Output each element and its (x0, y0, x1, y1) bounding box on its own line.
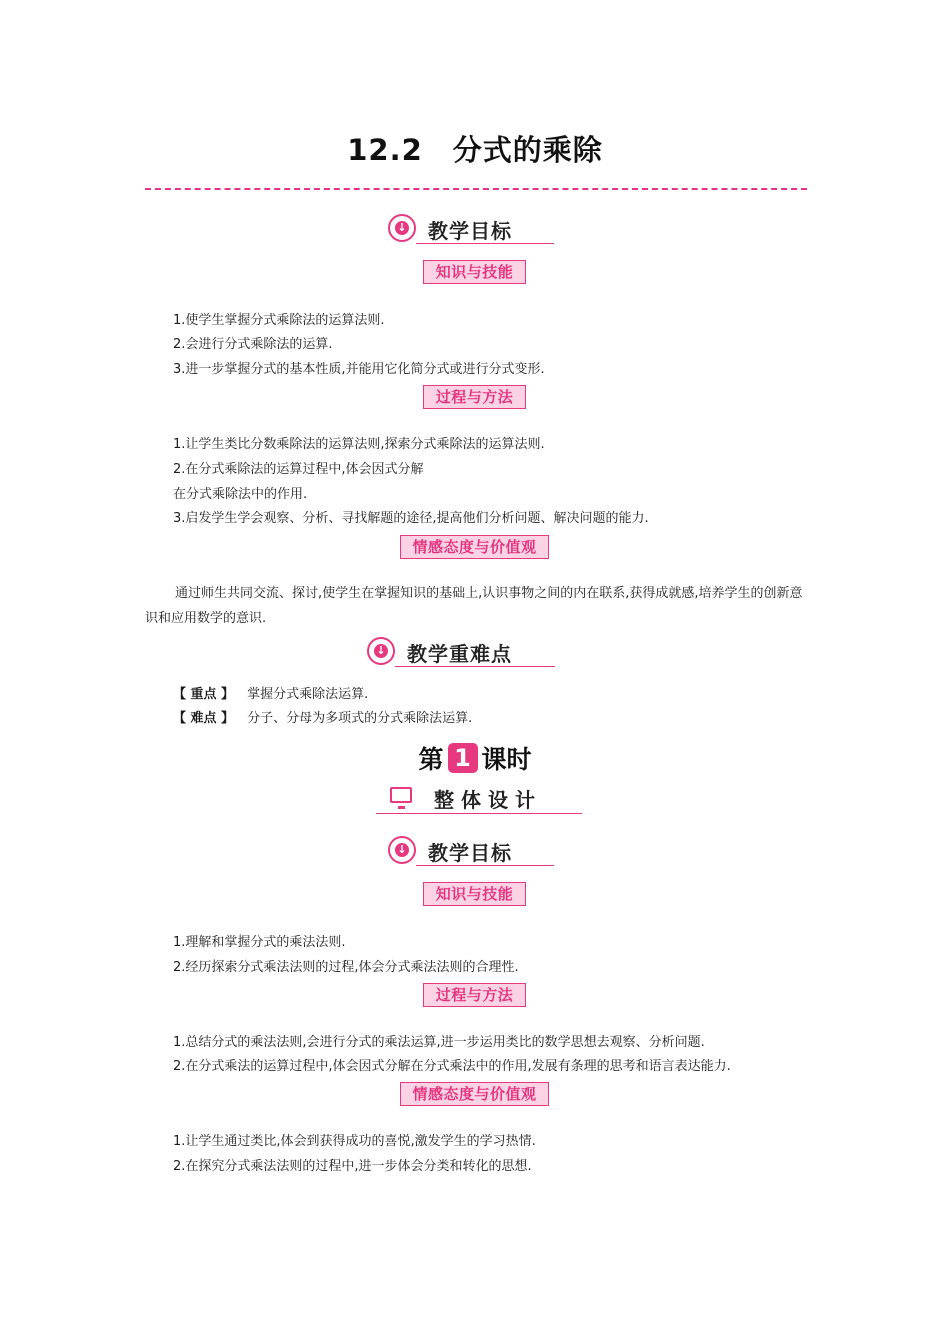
tag-knowledge: 知识与技能 (423, 882, 526, 906)
design-heading-label: 整体设计 (434, 788, 542, 812)
arrow-down-icon: ↓ (388, 214, 416, 242)
list-item: 1.总结分式的乘法法则,会进行分式的乘法运算,进一步运用类比的数学思想去观察、分析问题. (173, 1035, 705, 1050)
section-heading-goals (388, 214, 554, 248)
list-item: 2.会进行分式乘除法的运算. (173, 337, 333, 352)
difficult-point-text: 分子、分母为多项式的分式乘除法运算. (247, 711, 473, 726)
section-heading-keypoints (367, 637, 555, 671)
lesson-heading (0, 740, 950, 776)
section-heading-goals (388, 836, 554, 870)
list-item: 3.进一步掌握分式的基本性质,并能用它化简分式或进行分式变形. (173, 362, 545, 377)
section-heading-label: 教学目标 (428, 841, 512, 865)
section-heading-design (390, 784, 582, 816)
difficult-point-row (173, 710, 472, 728)
list-item: 2.在分式乘法的运算过程中,体会因式分解在分式乘法中的作用,发展有条理的思考和语言表达能力. (173, 1059, 731, 1074)
list-item: 1.让学生通过类比,体会到获得成功的喜悦,激发学生的学习热情. (173, 1134, 536, 1149)
list-item: 1.使学生掌握分式乘除法的运算法则. (173, 313, 385, 328)
arrow-down-icon: ↓ (367, 637, 395, 665)
tag-attitude: 情感态度与价值观 (400, 535, 549, 559)
heading-underline (376, 813, 582, 814)
key-point-label: 【 重点 】 (173, 687, 235, 702)
heading-underline (395, 666, 555, 667)
list-item: 2.经历探索分式乘法法则的过程,体会分式乘法法则的合理性. (173, 960, 519, 975)
list-item: 2.在分式乘除法的运算过程中,体会因式分解 (173, 462, 424, 477)
difficult-point-label: 【 难点 】 (173, 711, 235, 726)
list-item: 1.让学生类比分数乘除法的运算法则,探索分式乘除法的运算法则. (173, 437, 545, 452)
key-point-text: 掌握分式乘除法运算. (247, 687, 369, 702)
lesson-suffix: 课时 (481, 745, 532, 774)
section-heading-label: 教学目标 (428, 219, 512, 243)
tag-process: 过程与方法 (423, 983, 526, 1007)
list-item: 在分式乘除法中的作用. (173, 487, 308, 502)
dashed-divider (145, 188, 807, 190)
page-title: 12.2 分式的乘除 (347, 133, 603, 167)
heading-underline (416, 865, 554, 866)
list-item: 2.在探究分式乘法法则的过程中,进一步体会分类和转化的思想. (173, 1159, 532, 1174)
tag-process: 过程与方法 (423, 385, 526, 409)
list-item: 3.启发学生学会观察、分析、寻找解题的途径,提高他们分析问题、解决问题的能力. (173, 511, 649, 526)
section-heading-label: 教学重难点 (407, 642, 512, 666)
arrow-down-icon: ↓ (388, 836, 416, 864)
heading-underline (416, 243, 554, 244)
lesson-number-badge: 1 (448, 743, 478, 773)
attitude-paragraph: 通过师生共同交流、探讨,使学生在掌握知识的基础上,认识事物之间的内在联系,获得成就感,培养学生的创新意识和应用数学的意识. (145, 586, 803, 626)
monitor-icon (390, 787, 412, 803)
tag-knowledge: 知识与技能 (423, 260, 526, 284)
key-point-row (173, 686, 368, 704)
lesson-prefix: 第 (418, 745, 444, 774)
list-item: 1.理解和掌握分式的乘法法则. (173, 935, 346, 950)
tag-attitude: 情感态度与价值观 (400, 1082, 549, 1106)
